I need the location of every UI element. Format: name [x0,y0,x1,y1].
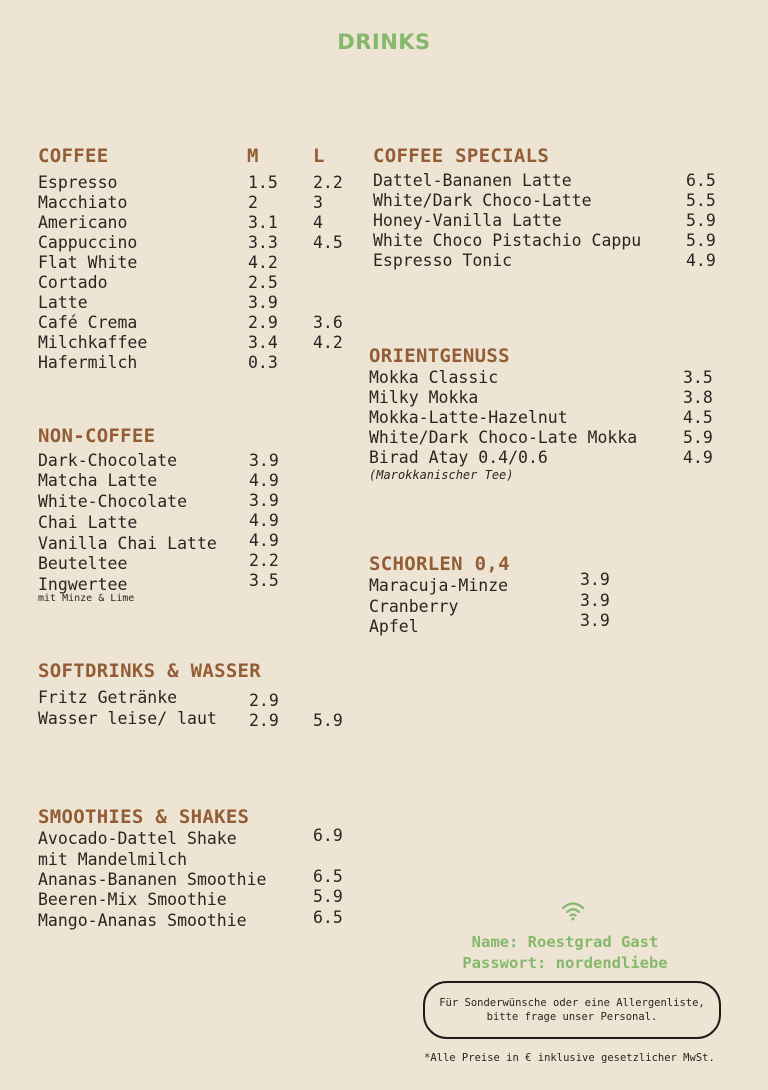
schorlen-price: 3.9 [580,570,610,589]
coffee-item: Latte [38,293,88,312]
non-coffee-item: Vanilla Chai Latte [38,534,217,553]
orientgenuss-note: (Marokkanischer Tee) [369,468,514,482]
coffee-price-m: 3.9 [248,293,278,312]
info-line-1: Für Sonderwünsche oder eine Allergenliste, [439,997,705,1009]
non-coffee-price: 4.9 [249,471,279,490]
coffee-price-l: 3 [313,193,323,212]
orientgenuss-item: Milky Mokka [369,388,479,407]
non-coffee-item: Matcha Latte [38,471,158,490]
schorlen-header: SCHORLEN 0,4 [369,553,510,575]
smoothies-item: Avocado-Dattel Shake [38,829,237,848]
non-coffee-price: 2.2 [249,551,279,570]
wifi-name: Name: Roestgrad Gast [471,933,659,951]
coffee-price-m: 2.5 [248,273,278,292]
softdrinks-price-l: 5.9 [313,711,343,730]
schorlen-item: Cranberry [369,597,459,616]
non-coffee-item: Dark-Chocolate [38,451,178,470]
coffee-col-m: M [247,145,259,167]
softdrinks-price-m: 2.9 [249,691,279,710]
schorlen-item: Maracuja-Minze [369,576,509,595]
smoothies-item: Beeren-Mix Smoothie [38,890,227,909]
non-coffee-price: 4.9 [249,511,279,530]
coffee-specials-price: 4.9 [686,251,716,270]
info-line-2: bitte frage unser Personal. [486,1011,658,1023]
softdrinks-item: Wasser leise/ laut [38,709,217,728]
coffee-item: Cappuccino [38,233,138,252]
wifi-password: Passwort: nordendliebe [462,954,668,972]
smoothies-price: 6.5 [313,867,343,886]
smoothies-item: Ananas-Bananen Smoothie [38,870,267,889]
coffee-specials-item: Honey-Vanilla Latte [373,211,562,230]
coffee-specials-price: 5.9 [686,211,716,230]
non-coffee-header: NON-COFFEE [38,425,156,447]
coffee-item: Milchkaffee [38,333,148,352]
smoothies-price: 6.5 [313,908,343,927]
coffee-price-m: 4.2 [248,253,278,272]
smoothies-header: SMOOTHIES & SHAKES [38,806,250,828]
orientgenuss-item: White/Dark Choco-Late Mokka [369,428,638,447]
orientgenuss-price: 3.8 [683,388,713,407]
orientgenuss-header: ORIENTGENUSS [369,345,510,367]
coffee-price-m: 3.1 [248,213,278,232]
coffee-header: COFFEE [38,145,109,167]
non-coffee-item: Ingwertee [38,575,128,594]
non-coffee-item: Chai Latte [38,513,138,532]
page-title: DRINKS [337,30,431,54]
coffee-specials-item: Espresso Tonic [373,251,513,270]
coffee-item: Espresso [38,173,118,192]
coffee-item: Americano [38,213,128,232]
non-coffee-price: 3.9 [249,491,279,510]
coffee-price-m: 3.4 [248,333,278,352]
allergen-info-box [423,981,721,1039]
coffee-specials-price: 6.5 [686,171,716,190]
non-coffee-item: Beuteltee [38,554,128,573]
wifi-icon [561,900,585,922]
non-coffee-note: mit Minze & Lime [38,593,135,604]
schorlen-price: 3.9 [580,611,610,630]
orientgenuss-price: 4.5 [683,408,713,427]
smoothies-price: 5.9 [313,887,343,906]
softdrinks-header: SOFTDRINKS & WASSER [38,660,262,682]
coffee-item: Cortado [38,273,108,292]
non-coffee-item: White-Chocolate [38,492,188,511]
coffee-price-l: 4 [313,213,323,232]
coffee-price-m: 1.5 [248,173,278,192]
smoothies-price: 6.9 [313,826,343,845]
orientgenuss-item: Mokka-Latte-Hazelnut [369,408,568,427]
coffee-price-m: 0.3 [248,353,278,372]
softdrinks-price-m: 2.9 [249,711,279,730]
orientgenuss-price: 5.9 [683,428,713,447]
orientgenuss-price: 4.9 [683,448,713,467]
coffee-specials-item: Dattel-Bananen Latte [373,171,572,190]
coffee-price-l: 3.6 [313,313,343,332]
coffee-price-m: 3.3 [248,233,278,252]
coffee-specials-item: White/Dark Choco-Latte [373,191,592,210]
non-coffee-price: 3.5 [249,571,279,590]
coffee-item: Café Crema [38,313,138,332]
coffee-col-l: L [313,145,325,167]
schorlen-price: 3.9 [580,591,610,610]
coffee-price-l: 2.2 [313,173,343,192]
smoothies-item: Mango-Ananas Smoothie [38,911,247,930]
orientgenuss-item: Birad Atay 0.4/0.6 [369,448,548,467]
coffee-specials-header: COFFEE SPECIALS [373,145,550,167]
coffee-price-l: 4.5 [313,233,343,252]
price-footnote: *Alle Preise in € inklusive gesetzlicher MwSt. [424,1052,715,1064]
smoothies-item-subline: mit Mandelmilch [38,850,188,869]
orientgenuss-price: 3.5 [683,368,713,387]
softdrinks-item: Fritz Getränke [38,688,178,707]
coffee-item: Macchiato [38,193,128,212]
coffee-price-m: 2 [248,193,258,212]
coffee-specials-price: 5.9 [686,231,716,250]
coffee-specials-price: 5.5 [686,191,716,210]
coffee-price-m: 2.9 [248,313,278,332]
orientgenuss-item: Mokka Classic [369,368,499,387]
coffee-price-l: 4.2 [313,333,343,352]
schorlen-item: Apfel [369,617,419,636]
non-coffee-price: 3.9 [249,451,279,470]
coffee-specials-item: White Choco Pistachio Cappu [373,231,642,250]
coffee-item: Hafermilch [38,353,138,372]
non-coffee-price: 4.9 [249,531,279,550]
coffee-item: Flat White [38,253,138,272]
